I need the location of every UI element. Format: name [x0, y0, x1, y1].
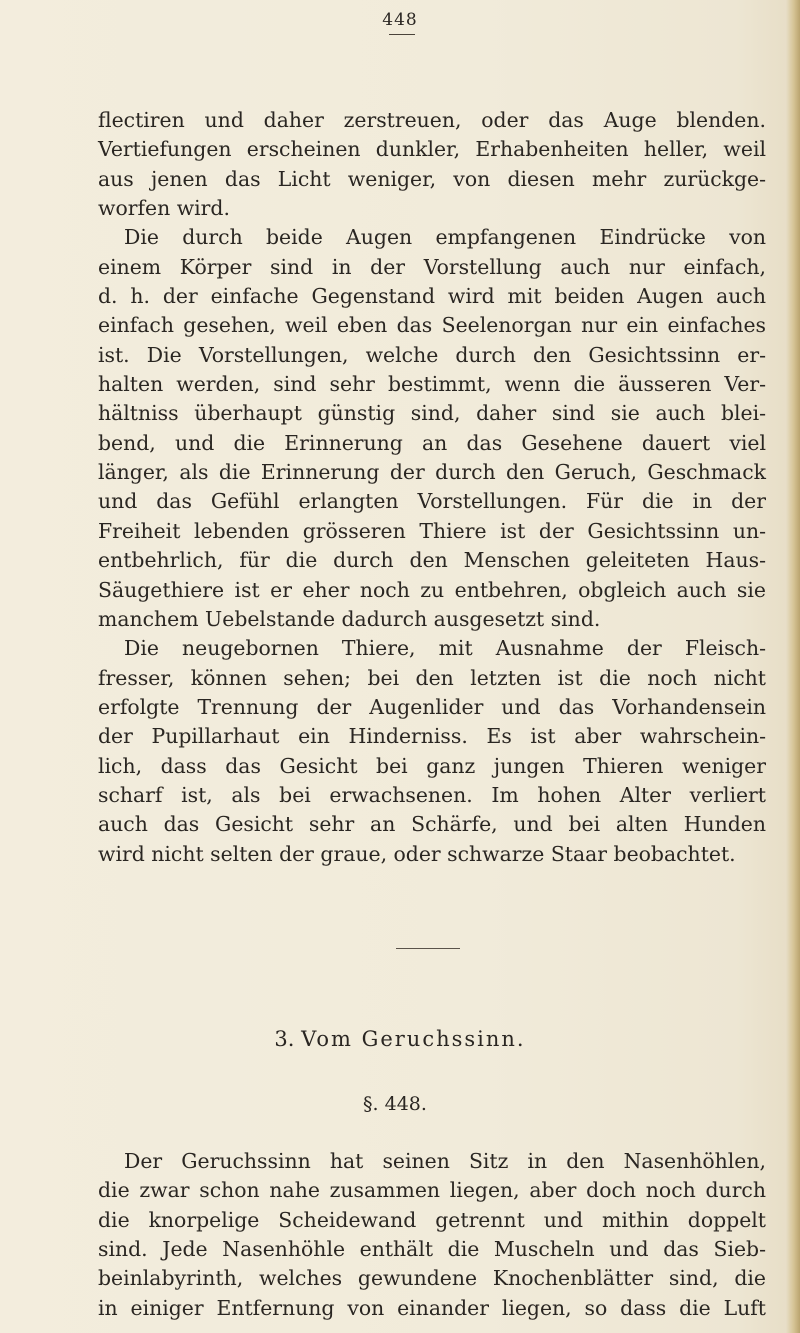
text-line: d. h. der einfache Gegenstand wird mit beiden Augen auch	[98, 284, 766, 309]
text-line: Die neugebornen Thiere, mit Ausnahme der Fleisch-	[124, 636, 766, 661]
text-line: Säugethiere ist er eher noch zu entbehren, obgleich auch sie	[98, 577, 766, 602]
page-number: 448	[382, 10, 418, 30]
text-line: worfen wird.	[98, 196, 230, 221]
text-line: sind. Jede Nasenhöhle enthält die Muscheln und das Sieb-	[98, 1237, 766, 1262]
text-line: länger, als die Erinnerung der durch den Geruch, Geschmack	[98, 460, 766, 485]
text-line: und das Gefühl erlangten Vorstellungen. Für die in der	[98, 489, 766, 514]
text-line: lich, dass das Gesicht bei ganz jungen Thieren weniger	[98, 753, 766, 778]
text-line: auch das Gesicht sehr an Schärfe, und bei alten Hunden	[98, 812, 766, 837]
section-heading-title: Vom Geruchssinn.	[301, 1027, 526, 1051]
text-line: fresser, können sehen; bei den letzten ist die noch nicht	[98, 665, 766, 690]
text-line: entbehrlich, für die durch den Menschen geleiteten Haus-	[98, 548, 766, 573]
section-divider	[396, 948, 460, 949]
text-line: Vertiefungen erscheinen dunkler, Erhabenheiten heller, weil	[98, 137, 766, 162]
text-line: scharf ist, als bei erwachsenen. Im hohen Alter verliert	[98, 782, 766, 807]
text-line: Freiheit lebenden grösseren Thiere ist der Gesichtssinn un-	[98, 518, 766, 543]
text-line: Der Geruchssinn hat seinen Sitz in den Nasenhöhlen,	[124, 1149, 766, 1173]
text-line: flectiren und daher zerstreuen, oder das Auge blenden.	[98, 108, 766, 132]
text-line: halten werden, sind sehr bestimmt, wenn die äusseren Ver-	[98, 372, 766, 397]
body-text-bottom	[98, 1147, 766, 1323]
text-line: die zwar schon nahe zusammen liegen, aber doch noch durch	[98, 1178, 766, 1203]
text-line: erfolgte Trennung der Augenlider und das Vorhandensein	[98, 694, 766, 719]
text-line: der Pupillarhaut ein Hinderniss. Es ist aber wahrschein-	[98, 724, 766, 749]
text-line: Die durch beide Augen empfangenen Eindrücke von	[124, 225, 766, 250]
text-line: in einiger Entfernung von einander liegen, so dass die Luft	[98, 1295, 766, 1320]
text-line: beinlabyrinth, welches gewundene Knochenblätter sind, die	[98, 1266, 766, 1291]
text-line: einem Körper sind in der Vorstellung auch nur einfach,	[98, 254, 766, 279]
section-heading	[0, 1027, 800, 1051]
page-edge-shading	[786, 0, 800, 1333]
section-heading-number: 3.	[274, 1027, 295, 1051]
text-line: ist. Die Vorstellungen, welche durch den Gesichtssinn er-	[98, 342, 766, 367]
text-line: aus jenen das Licht weniger, von diesen mehr zurückge-	[98, 166, 766, 191]
text-line: manchem Uebelstande dadurch ausgesetzt sind.	[98, 606, 601, 631]
body-text-top	[98, 106, 766, 869]
text-line: einfach gesehen, weil eben das Seelenorgan nur ein einfaches	[98, 313, 766, 338]
paragraph-number: §. 448.	[363, 1093, 427, 1115]
text-line: hältniss überhaupt günstig sind, daher sind sie auch blei-	[98, 401, 766, 426]
page-number-underline	[389, 34, 415, 35]
text-line: bend, und die Erinnerung an das Gesehene dauert viel	[98, 430, 766, 455]
text-line: die knorpelige Scheidewand getrennt und mithin doppelt	[98, 1207, 766, 1232]
text-line: wird nicht selten der graue, oder schwarze Staar beobachtet.	[98, 841, 736, 866]
